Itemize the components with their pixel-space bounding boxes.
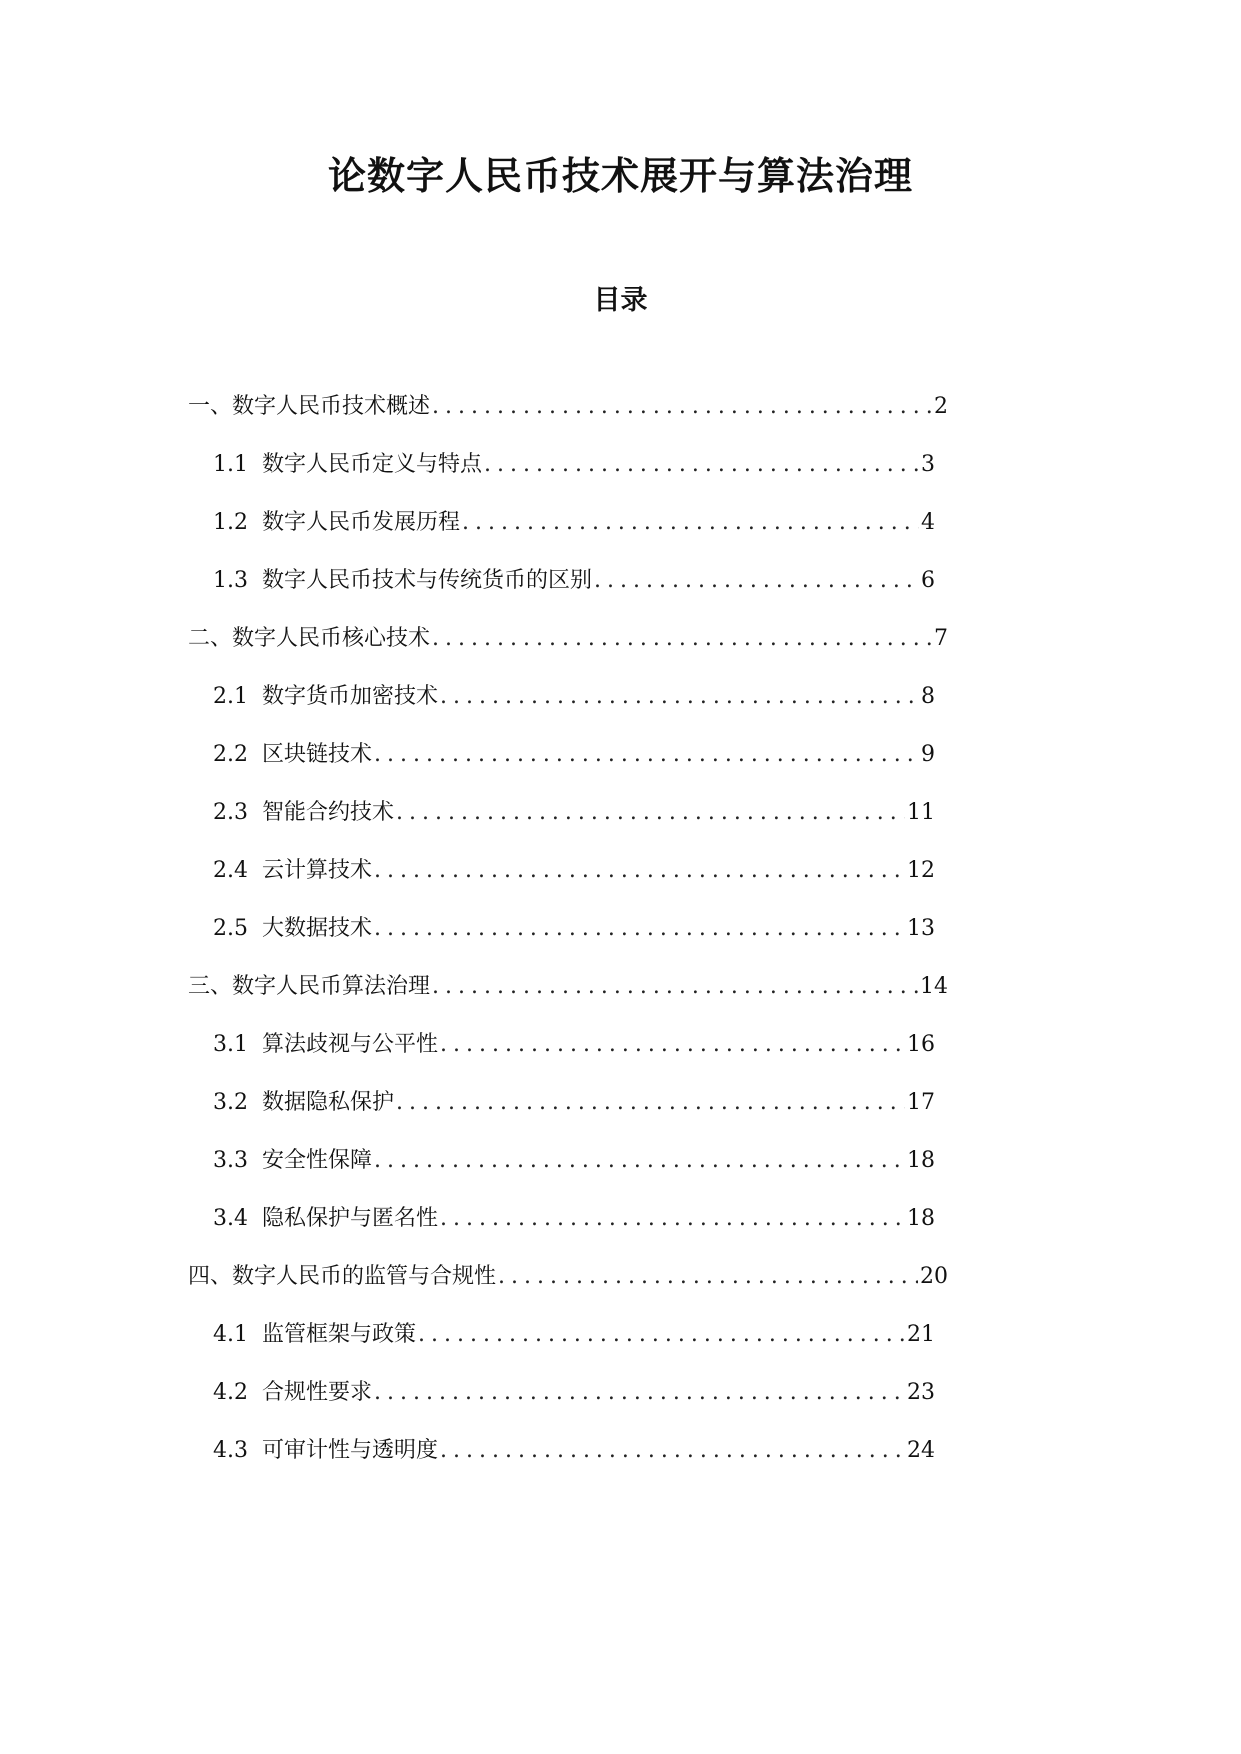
toc-dot-leader xyxy=(594,564,919,598)
toc-page-number: 20 xyxy=(920,1264,948,1289)
toc-dot-leader xyxy=(374,1376,905,1410)
toc-entry-title: 数字货币加密技术 xyxy=(262,684,439,709)
toc-entry-title: 监管框架与政策 xyxy=(262,1322,417,1347)
toc-entry-title: 合规性要求 xyxy=(262,1380,373,1405)
toc-dot-leader xyxy=(432,390,932,424)
toc-dot-leader xyxy=(374,854,905,888)
toc-dot-leader xyxy=(440,1202,905,1236)
toc-entry-title: 云计算技术 xyxy=(262,858,373,883)
toc-section-entry[interactable] xyxy=(213,1202,935,1236)
toc-section-entry[interactable] xyxy=(213,506,935,540)
toc-entry-number: 1.1 xyxy=(213,452,248,477)
toc-dot-leader xyxy=(440,680,919,714)
toc-dot-leader xyxy=(462,506,919,540)
toc-entry-title: 四、数字人民币的监管与合规性 xyxy=(188,1264,497,1289)
document-title: 论数字人民币技术展开与算法治理 xyxy=(327,153,913,198)
toc-entry-title: 一、数字人民币技术概述 xyxy=(188,394,431,419)
toc-entry-title: 可审计性与透明度 xyxy=(262,1438,439,1463)
toc-page-number: 13 xyxy=(907,916,935,941)
toc-entry-title: 数字人民币发展历程 xyxy=(262,510,461,535)
toc-entry-title: 数字人民币定义与特点 xyxy=(262,452,483,477)
toc-page-number: 12 xyxy=(907,858,935,883)
toc-entry-number: 3.1 xyxy=(213,1032,248,1057)
toc-entry-title: 安全性保障 xyxy=(262,1148,373,1173)
toc-entry-title: 区块链技术 xyxy=(262,742,373,767)
toc-entry-number: 4.3 xyxy=(213,1438,248,1463)
toc-dot-leader xyxy=(374,738,919,772)
toc-section-entry[interactable] xyxy=(213,564,935,598)
toc-section-entry[interactable] xyxy=(213,1086,935,1120)
toc-section-entry[interactable] xyxy=(213,1434,935,1468)
toc-entry-number: 3.3 xyxy=(213,1148,248,1173)
toc-heading: 目录 xyxy=(593,285,648,316)
toc-entry-number: 3.2 xyxy=(213,1090,248,1115)
toc-dot-leader xyxy=(396,796,905,830)
toc-page-number: 3 xyxy=(921,452,935,477)
toc-section-entry[interactable] xyxy=(213,680,935,714)
toc-page-number: 9 xyxy=(921,742,935,767)
toc-section-entry[interactable] xyxy=(213,1144,935,1178)
toc-dot-leader xyxy=(484,448,919,482)
toc-section-entry[interactable] xyxy=(213,1376,935,1410)
toc-chapter-entry[interactable] xyxy=(188,1260,948,1294)
toc-dot-leader xyxy=(418,1318,905,1352)
toc-chapter-entry[interactable] xyxy=(188,622,948,656)
toc-entry-title: 智能合约技术 xyxy=(262,800,395,825)
toc-page-number: 8 xyxy=(921,684,935,709)
toc-section-entry[interactable] xyxy=(213,448,935,482)
toc-dot-leader xyxy=(440,1028,905,1062)
toc-entry-number: 1.3 xyxy=(213,568,248,593)
toc-page-number: 2 xyxy=(934,394,948,419)
toc-entry-number: 4.2 xyxy=(213,1380,248,1405)
toc-dot-leader xyxy=(374,1144,905,1178)
toc-page-number: 24 xyxy=(907,1438,935,1463)
toc-dot-leader xyxy=(432,970,918,1004)
toc-entry-title: 三、数字人民币算法治理 xyxy=(188,974,431,999)
toc-entry-title: 大数据技术 xyxy=(262,916,373,941)
toc-page-number: 21 xyxy=(907,1322,935,1347)
toc-dot-leader xyxy=(440,1434,905,1468)
toc-entry-number: 2.3 xyxy=(213,800,248,825)
toc-page-number: 18 xyxy=(907,1148,935,1173)
toc-entry-number: 2.2 xyxy=(213,742,248,767)
toc-entry-number: 2.1 xyxy=(213,684,248,709)
toc-dot-leader xyxy=(498,1260,918,1294)
toc-entry-number: 2.5 xyxy=(213,916,248,941)
toc-entry-number: 2.4 xyxy=(213,858,248,883)
toc-chapter-entry[interactable] xyxy=(188,390,948,424)
toc-dot-leader xyxy=(432,622,932,656)
toc-page-number: 6 xyxy=(921,568,935,593)
toc-entry-title: 二、数字人民币核心技术 xyxy=(188,626,431,651)
toc-entry-title: 数字人民币技术与传统货币的区别 xyxy=(262,568,593,593)
toc-page-number: 7 xyxy=(934,626,948,651)
toc-chapter-entry[interactable] xyxy=(188,970,948,1004)
toc-page-number: 23 xyxy=(907,1380,935,1405)
toc-section-entry[interactable] xyxy=(213,854,935,888)
toc-dot-leader xyxy=(396,1086,905,1120)
toc-entry-title: 数据隐私保护 xyxy=(262,1090,395,1115)
toc-section-entry[interactable] xyxy=(213,738,935,772)
toc-entry-title: 隐私保护与匿名性 xyxy=(262,1206,439,1231)
toc-entry-number: 1.2 xyxy=(213,510,248,535)
toc-section-entry[interactable] xyxy=(213,912,935,946)
toc-dot-leader xyxy=(374,912,905,946)
toc-section-entry[interactable] xyxy=(213,1318,935,1352)
toc-page-number: 11 xyxy=(907,800,935,825)
toc-entry-number: 4.1 xyxy=(213,1322,248,1347)
toc-page-number: 14 xyxy=(920,974,948,999)
toc-page-number: 4 xyxy=(921,510,935,535)
toc-page-number: 16 xyxy=(907,1032,935,1057)
toc-section-entry[interactable] xyxy=(213,796,935,830)
toc-entry-number: 3.4 xyxy=(213,1206,248,1231)
toc-page-number: 17 xyxy=(907,1090,935,1115)
toc-page-number: 18 xyxy=(907,1206,935,1231)
toc-section-entry[interactable] xyxy=(213,1028,935,1062)
toc-entry-title: 算法歧视与公平性 xyxy=(262,1032,439,1057)
